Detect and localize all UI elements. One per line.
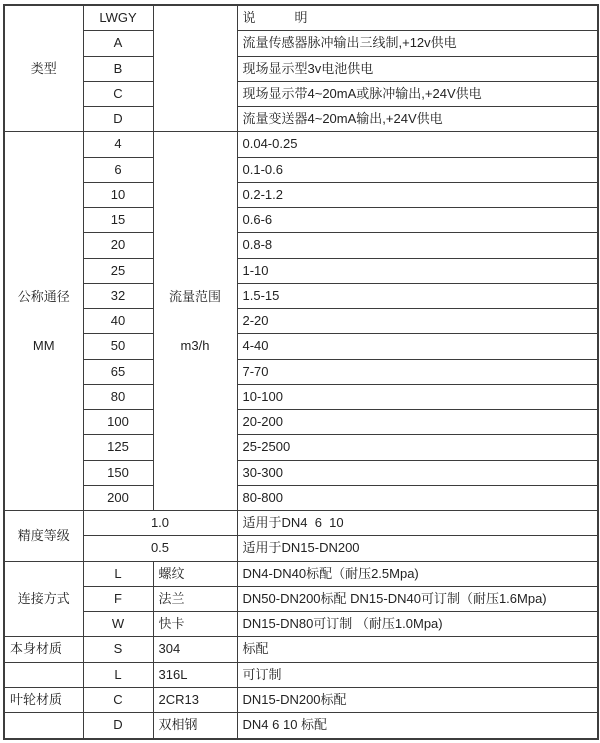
dn-cell: 80 [83, 384, 153, 409]
code-cell: B [83, 56, 153, 81]
table-row [4, 384, 598, 409]
table-row [4, 687, 598, 712]
name-cell: 螺纹 [153, 561, 237, 586]
range-cell: 4-40 [237, 334, 598, 359]
name-cell: 316L [153, 662, 237, 687]
empty-category-cell [4, 662, 83, 687]
range-cell: 0.1-0.6 [237, 157, 598, 182]
table-row [4, 107, 598, 132]
table-row [4, 283, 598, 308]
flow-meter-spec-table [3, 4, 599, 740]
table-row [4, 157, 598, 182]
table-row [4, 258, 598, 283]
name-cell: 双相钢 [153, 713, 237, 739]
code-cell: L [83, 662, 153, 687]
desc-cell: 适用于DN4 6 10 [237, 511, 598, 536]
range-cell: 10-100 [237, 384, 598, 409]
table-row [4, 334, 598, 359]
table-row [4, 485, 598, 510]
range-cell: 2-20 [237, 309, 598, 334]
code-cell: F [83, 586, 153, 611]
code-cell: L [83, 561, 153, 586]
desc-cell: DN4 6 10 标配 [237, 713, 598, 739]
range-cell: 0.04-0.25 [237, 132, 598, 157]
dn-cell: 50 [83, 334, 153, 359]
code-cell: W [83, 612, 153, 637]
table-row [4, 309, 598, 334]
desc-cell: DN50-DN200标配 DN15-DN40可订制（耐压1.6Mpa) [237, 586, 598, 611]
table-row [4, 182, 598, 207]
name-cell: 2CR13 [153, 687, 237, 712]
dn-cell: 20 [83, 233, 153, 258]
range-cell: 1.5-15 [237, 283, 598, 308]
category-cell-type: 类型 [4, 5, 83, 132]
accuracy-value-cell: 1.0 [83, 511, 237, 536]
category-cell-connection: 连接方式 [4, 561, 83, 637]
range-cell: 80-800 [237, 485, 598, 510]
dn-cell: 4 [83, 132, 153, 157]
code-cell: S [83, 637, 153, 662]
dn-cell: 25 [83, 258, 153, 283]
category-cell-diameter [4, 132, 83, 511]
category-cell-accuracy: 精度等级 [4, 511, 83, 562]
table-row [4, 81, 598, 106]
name-cell: 法兰 [153, 586, 237, 611]
desc-cell: DN15-DN80可订制 （耐压1.0Mpa) [237, 612, 598, 637]
code-cell: C [83, 687, 153, 712]
category-cell-impeller-material: 叶轮材质 [4, 687, 83, 712]
table-row [4, 612, 598, 637]
desc-cell: 适用于DN15-DN200 [237, 536, 598, 561]
header-desc-cell: 说 明 [237, 5, 598, 31]
code-cell: C [83, 81, 153, 106]
name-cell: 快卡 [153, 612, 237, 637]
table-row [4, 511, 598, 536]
flow-range-label-line: m3/h [180, 337, 210, 353]
table-row [4, 713, 598, 739]
code-cell: A [83, 31, 153, 56]
dn-cell: 200 [83, 485, 153, 510]
table-row [4, 208, 598, 233]
desc-cell: DN15-DN200标配 [237, 687, 598, 712]
flow-range-label-line: 流量范围 [168, 288, 221, 304]
desc-cell: DN4-DN40标配（耐压2.5Mpa) [237, 561, 598, 586]
range-cell: 0.8-8 [237, 233, 598, 258]
dn-cell: 150 [83, 460, 153, 485]
table-row [4, 359, 598, 384]
name-cell: 304 [153, 637, 237, 662]
desc-cell: 现场显示型3v电池供电 [237, 56, 598, 81]
table-row [4, 536, 598, 561]
table-row [4, 233, 598, 258]
dn-cell: 100 [83, 410, 153, 435]
code-cell: D [83, 713, 153, 739]
desc-cell: 流量变送器4~20mA输出,+24V供电 [237, 107, 598, 132]
desc-cell: 标配 [237, 637, 598, 662]
category-label-line: MM [32, 337, 55, 353]
table-row [4, 435, 598, 460]
table-row [4, 5, 598, 31]
category-label-line: 公称通径 [17, 288, 70, 304]
table-row [4, 410, 598, 435]
range-cell: 20-200 [237, 410, 598, 435]
range-cell: 1-10 [237, 258, 598, 283]
range-cell: 0.2-1.2 [237, 182, 598, 207]
dn-cell: 32 [83, 283, 153, 308]
table-row [4, 460, 598, 485]
table-row [4, 662, 598, 687]
table-row [4, 31, 598, 56]
desc-cell: 流量传感器脉冲输出三线制,+12v供电 [237, 31, 598, 56]
dn-cell: 6 [83, 157, 153, 182]
accuracy-value-cell: 0.5 [83, 536, 237, 561]
dn-cell: 40 [83, 309, 153, 334]
desc-cell: 现场显示带4~20mA或脉冲输出,+24V供电 [237, 81, 598, 106]
table-row [4, 586, 598, 611]
dn-cell: 125 [83, 435, 153, 460]
dn-cell: 10 [83, 182, 153, 207]
desc-cell: 可订制 [237, 662, 598, 687]
code-cell: D [83, 107, 153, 132]
table-row [4, 561, 598, 586]
header-model-cell: LWGY [83, 5, 153, 31]
empty-middle-cell [153, 5, 237, 132]
range-cell: 7-70 [237, 359, 598, 384]
table-row [4, 132, 598, 157]
range-cell: 0.6-6 [237, 208, 598, 233]
table-row [4, 56, 598, 81]
flow-range-label-cell [153, 132, 237, 511]
category-cell-body-material: 本身材质 [4, 637, 83, 662]
range-cell: 25-2500 [237, 435, 598, 460]
table-row [4, 637, 598, 662]
range-cell: 30-300 [237, 460, 598, 485]
dn-cell: 15 [83, 208, 153, 233]
empty-category-cell [4, 713, 83, 739]
dn-cell: 65 [83, 359, 153, 384]
